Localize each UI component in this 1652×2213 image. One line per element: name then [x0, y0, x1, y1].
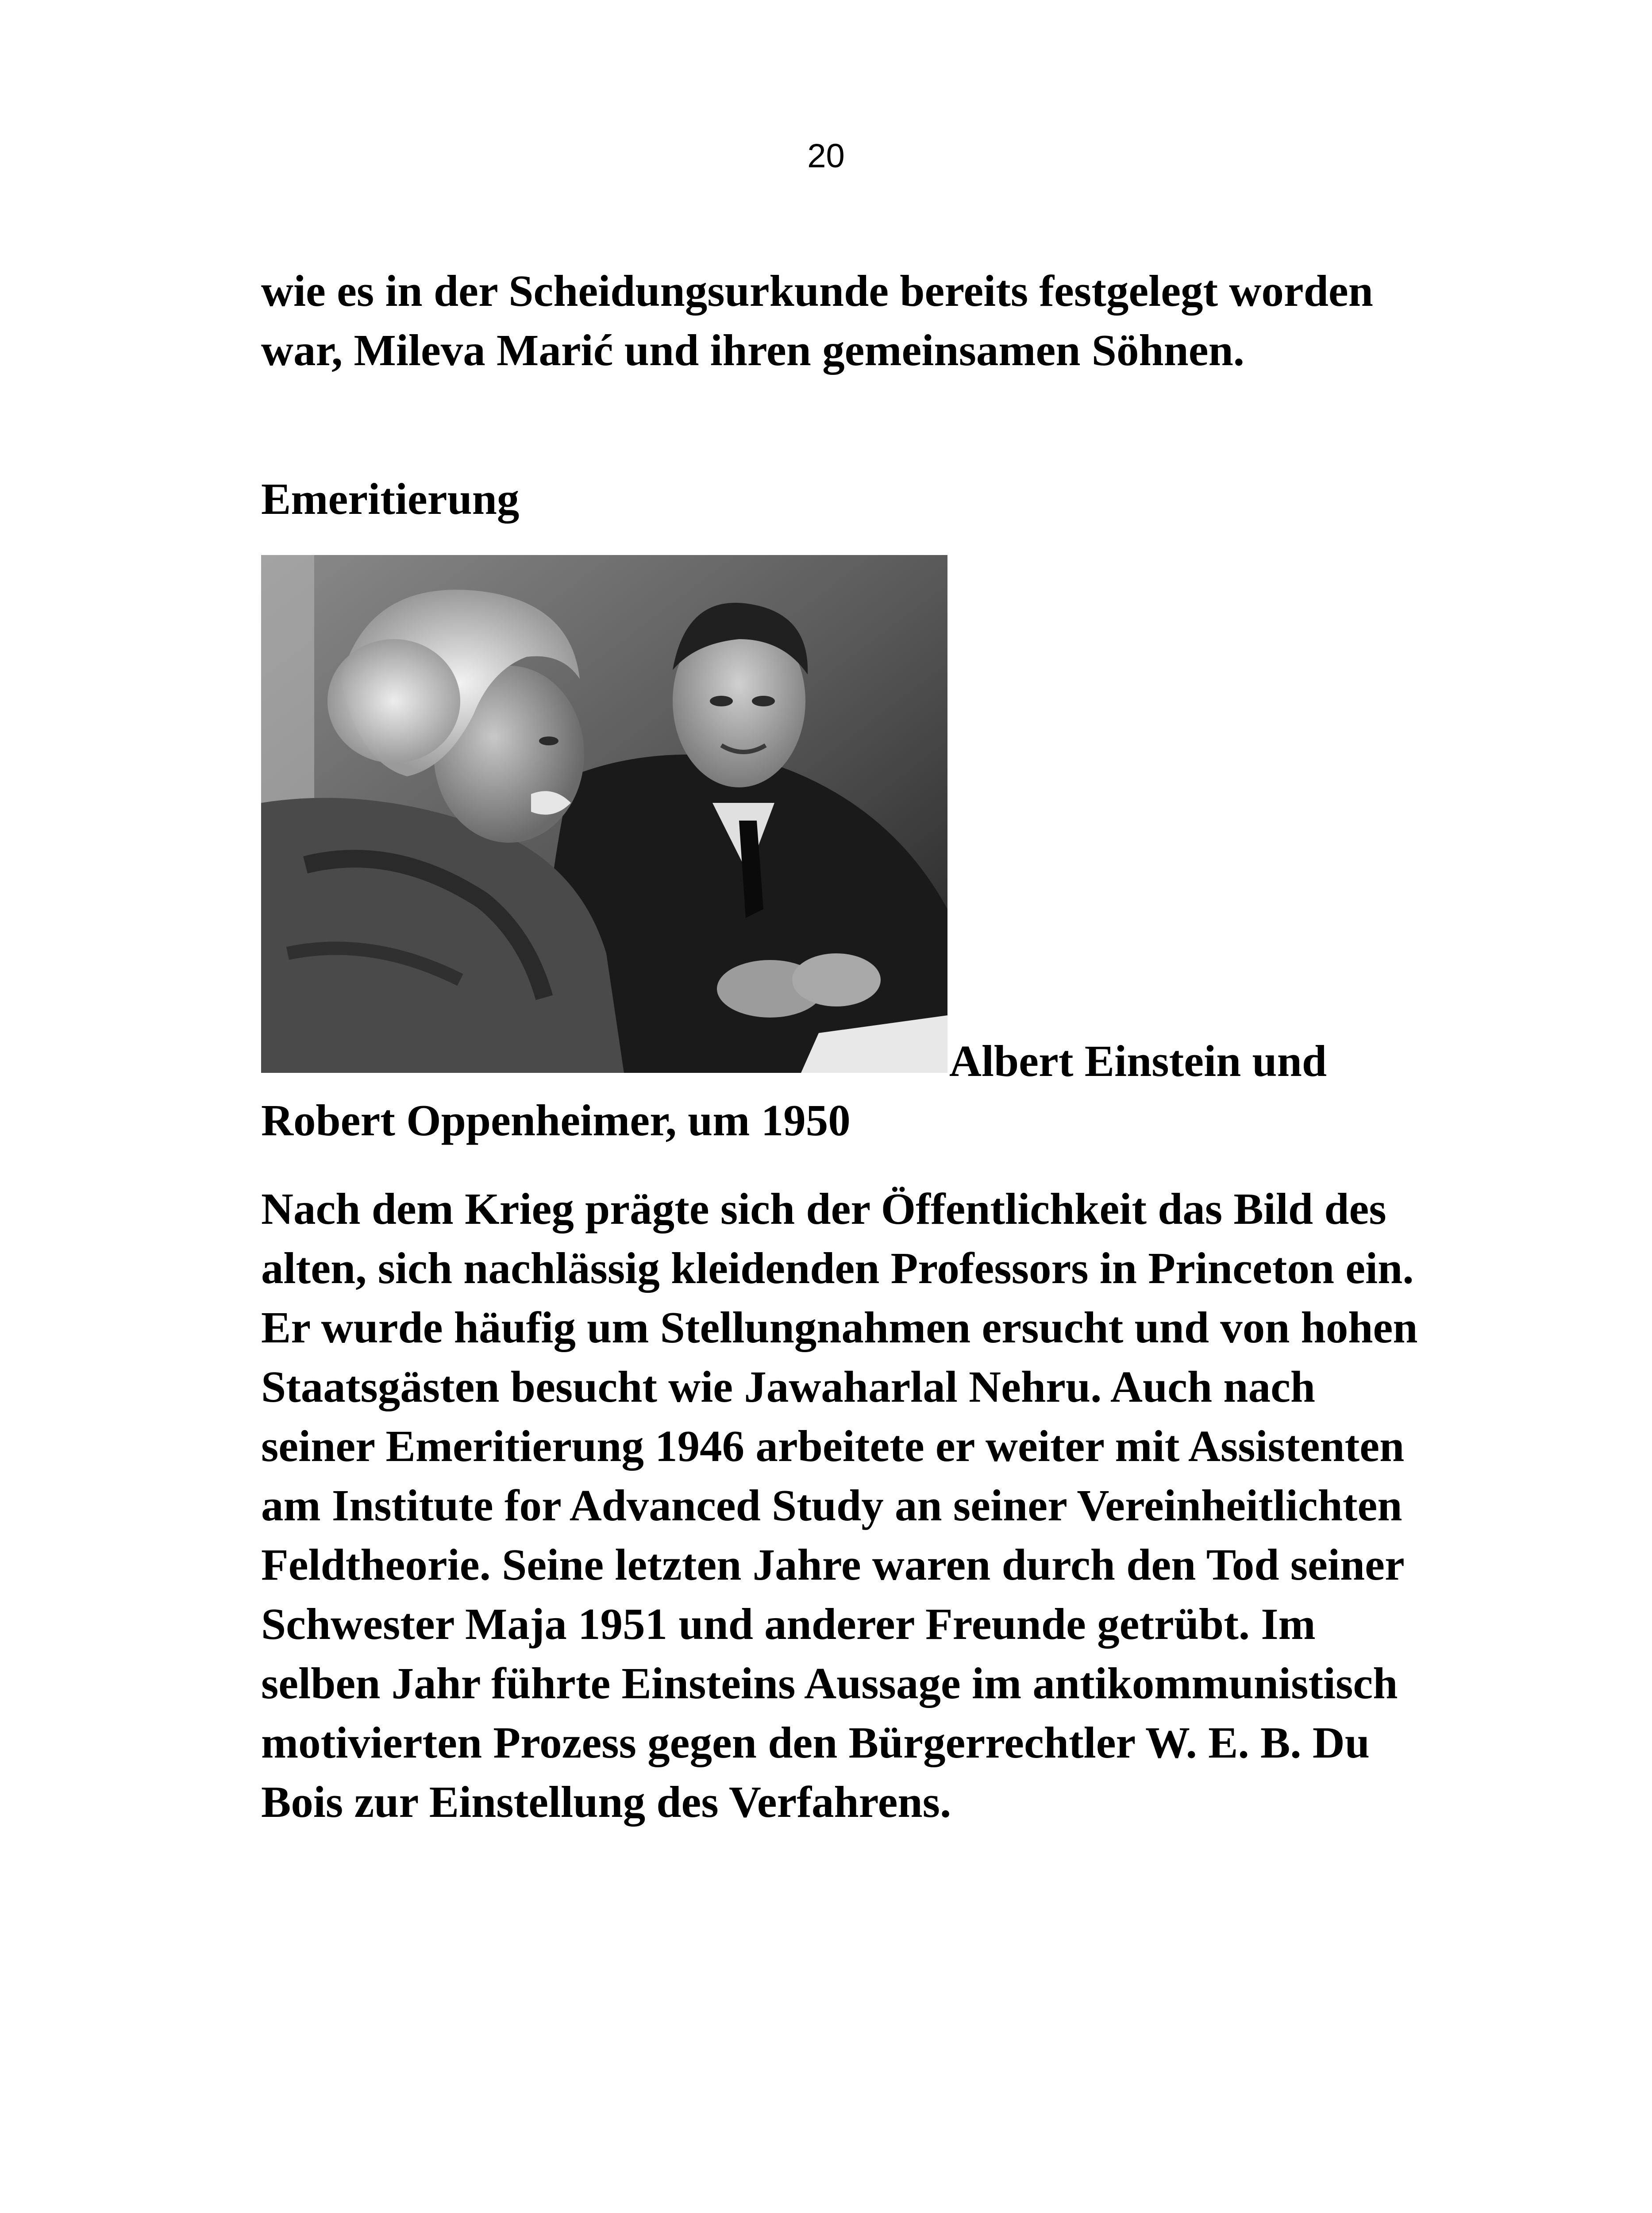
page-number: 20 — [807, 137, 845, 175]
intro-paragraph: wie es in der Scheidungsurkunde bereits festgelegt worden war, Mileva Marić und ihren gemeinsamen Söhnen. — [261, 266, 1373, 375]
photo-illustration — [261, 555, 947, 1073]
einstein-oppenheimer-photo — [261, 555, 947, 1073]
main-paragraph: Nach dem Krieg prägte sich der Öffentlichkeit das Bild des alten, sich nachlässig kleidenden Professors in Princeton ein. Er wurde häufig um Stellungnahmen ersucht und von hohen Staatsgästen besucht wie Jawaharlal Nehru. Auch nach seiner Emeritierung 1946 arbeitete er weiter mit Assistenten am Institute for Advanced Study an seiner Vereinheitlichten Feldtheorie. Seine letzten Jahre waren durch den Tod seiner Schwester Maja 1951 und anderer Freunde getrübt. Im selben Jahr führte Einsteins Aussage im antikommunistisch motivierten Prozess gegen den Bürgerrechtler W. E. B. Du Bois zur Einstellung des Verfahrens. — [261, 1184, 1418, 1827]
photo-caption-line2: Robert Oppenheimer, um 1950 — [261, 1095, 851, 1145]
section-heading: Emeritierung — [261, 474, 520, 524]
photo-caption-line1: Albert Einstein und — [949, 1036, 1327, 1086]
